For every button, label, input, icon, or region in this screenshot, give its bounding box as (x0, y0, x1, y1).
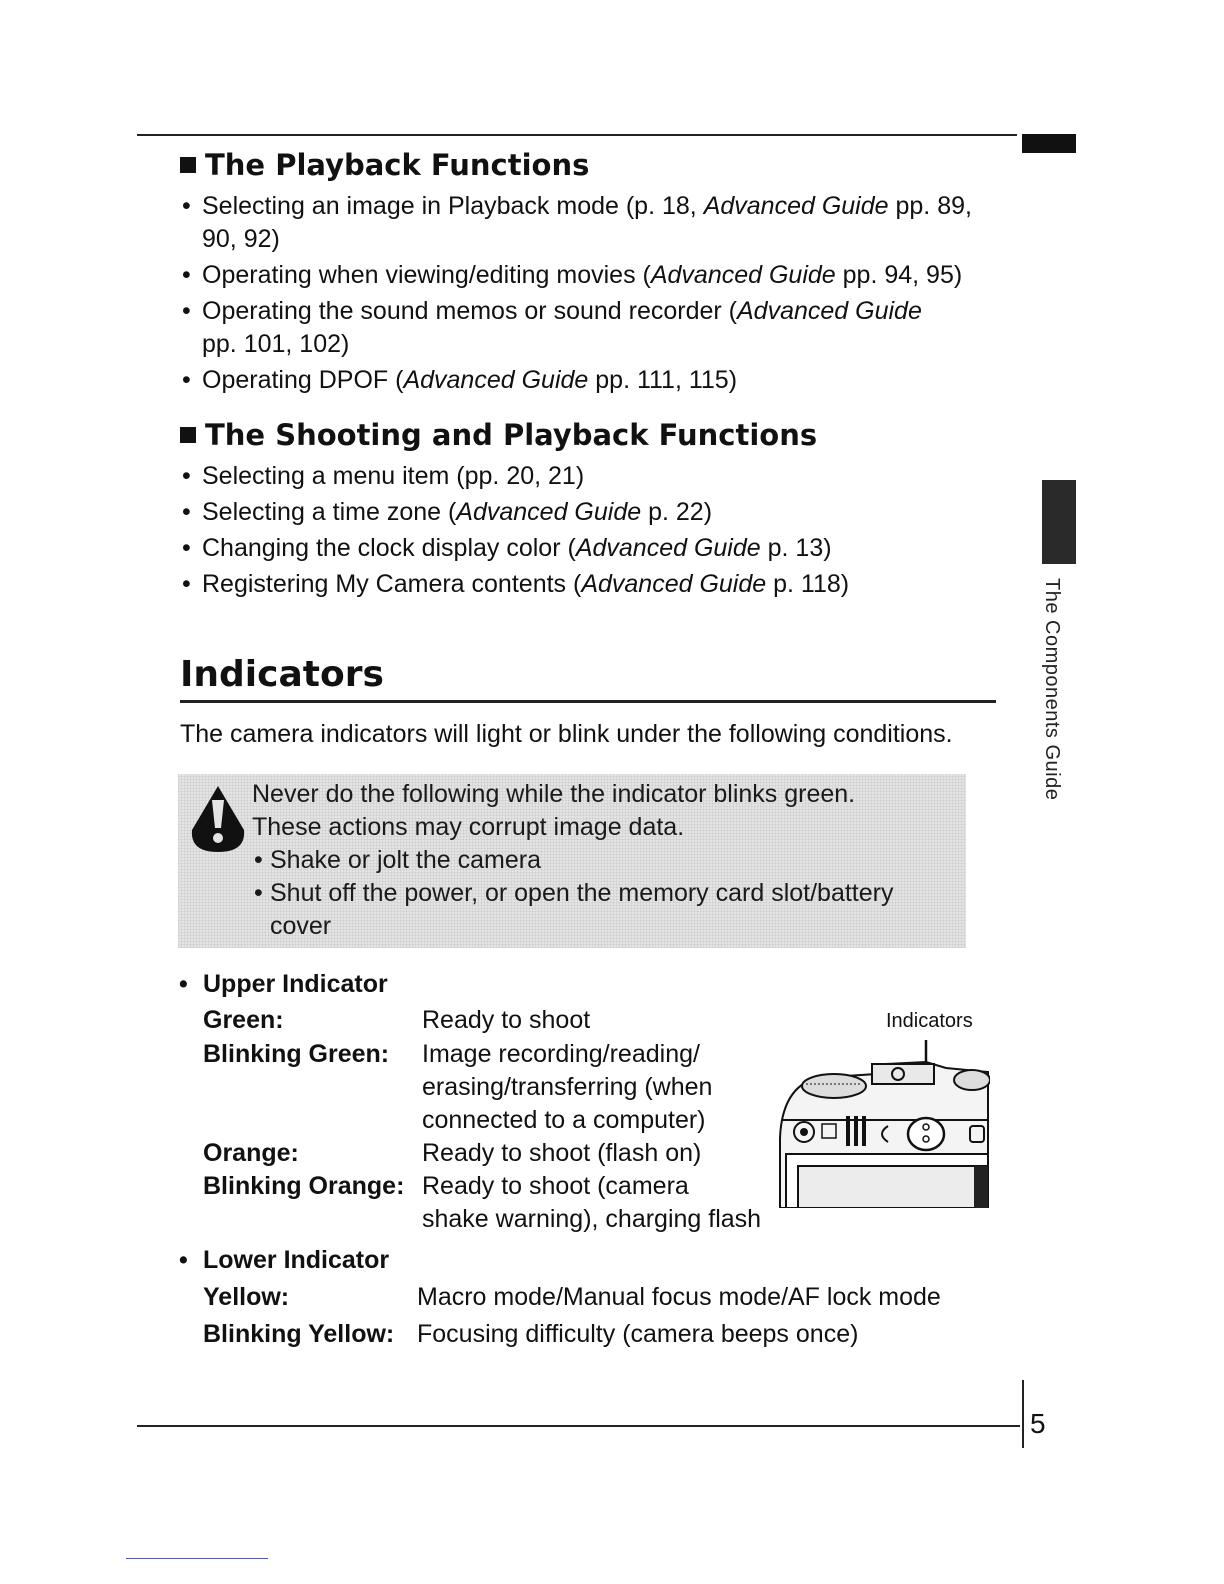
list-item: • Changing the clock display color (Advanced Guide p. 13) (180, 532, 1000, 565)
blinking-yellow-label: Blinking Yellow: (203, 1320, 395, 1348)
warning-bullet: • Shut off the power, or open the memory card slot/battery (252, 877, 894, 910)
blinking-orange-label: Blinking Orange: (203, 1172, 405, 1200)
indicators-intro: The camera indicators will light or blink under the following conditions. (180, 720, 953, 748)
list-item: • Selecting an image in Playback mode (p. 18, Advanced Guide pp. 89, 90, 92) (180, 190, 1000, 256)
playback-list (180, 190, 1000, 400)
green-label: Green: (203, 1006, 284, 1034)
list-item: • Selecting a time zone (Advanced Guide p. 22) (180, 496, 1000, 529)
corner-tab (1022, 134, 1076, 153)
warning-bullet: • Shake or jolt the camera (252, 844, 894, 877)
orange-description: Ready to shoot (flash on) (422, 1139, 702, 1167)
bottom-rule (137, 1425, 1020, 1427)
list-item: • Selecting a menu item (pp. 20, 21) (180, 460, 1000, 493)
page-number: 5 (1030, 1408, 1046, 1439)
page-number-bar (1022, 1380, 1024, 1448)
indicators-title: Indicators (180, 654, 384, 695)
shooting-playback-heading: The Shooting and Playback Functions (180, 418, 817, 452)
warning-line: These actions may corrupt image data. (252, 813, 685, 841)
list-item: • Operating DPOF (Advanced Guide pp. 111, 115) (180, 364, 1000, 397)
chapter-tab-marker (1042, 480, 1076, 564)
yellow-description: Macro mode/Manual focus mode/AF lock mode (417, 1283, 941, 1311)
upper-indicator-heading: • Upper Indicator (203, 970, 388, 999)
blinking-green-description: Image recording/reading/ erasing/transferring (when connected to a computer) (422, 1040, 713, 1134)
square-bullet-icon (180, 427, 196, 443)
indicators-rule (180, 700, 996, 703)
orange-label: Orange: (203, 1139, 299, 1167)
warning-bullet-continuation: cover (270, 912, 332, 940)
caution-icon (188, 782, 248, 854)
list-item: • Operating the sound memos or sound recorder (Advanced Guide pp. 101, 102) (180, 295, 1000, 361)
figure-label: Indicators (886, 1010, 973, 1032)
list-item: • Operating when viewing/editing movies (Advanced Guide pp. 94, 95) (180, 259, 1000, 292)
blinking-yellow-description: Focusing difficulty (camera beeps once) (417, 1320, 859, 1348)
warning-line: Never do the following while the indicator blinks green. (252, 780, 856, 808)
yellow-label: Yellow: (203, 1283, 290, 1311)
list-item: • Registering My Camera contents (Advanced Guide p. 118) (180, 568, 1000, 601)
square-bullet-icon (180, 157, 196, 173)
blinking-orange-description: Ready to shoot (camera shake warning), charging flash (422, 1172, 762, 1233)
green-description: Ready to shoot (422, 1006, 591, 1034)
lower-indicator-heading: • Lower Indicator (203, 1246, 389, 1275)
blinking-green-label: Blinking Green: (203, 1040, 390, 1068)
camera-indicators-illustration (776, 1038, 990, 1208)
top-rule (137, 134, 1017, 136)
shooting-playback-list (180, 460, 1000, 604)
warning-text (252, 778, 894, 943)
chapter-tab-label: The Components Guide (1041, 578, 1063, 801)
link-underline (126, 1558, 268, 1559)
playback-heading: The Playback Functions (180, 148, 589, 182)
